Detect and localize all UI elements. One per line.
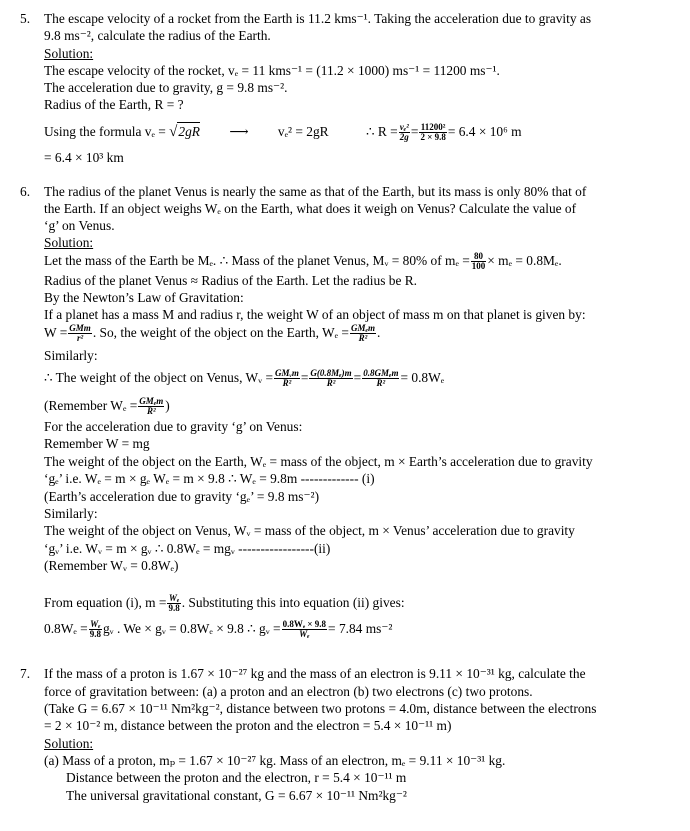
fraction-denominator: R² (358, 333, 368, 344)
q6-line-19-middle: gᵥ . We × gᵥ = 0.8Wₑ × 9.8 ∴ gᵥ = (102, 621, 281, 636)
q6-remember-text: (Remember Wₑ = (44, 398, 138, 413)
q6-line-18-end: . Substituting this into equation (ii) gives: (181, 595, 405, 610)
q5-formula-sqrt: 2gR (178, 124, 200, 139)
weight-label: W = (44, 325, 68, 340)
fraction-denominator: R² (376, 378, 386, 389)
q6-line-1-end: × mₑ = 0.8Mₑ. (487, 253, 562, 268)
q6-fraction-remember (138, 397, 164, 416)
q6-solution-label: Solution: (44, 235, 94, 250)
q6-line-9: For the acceleration due to gravity ‘g’ on Venus: (44, 419, 303, 434)
q5-question-line-2: 9.8 ms⁻², calculate the radius of the Earth. (44, 28, 271, 43)
q6-fraction-venus-2 (309, 369, 352, 388)
q7-number: 7. (20, 666, 31, 681)
q5-ve-squared: vₑ² = 2gR (277, 124, 329, 139)
q6-line-7-result: = 0.8Wₑ (400, 370, 445, 385)
q6-line-11: The weight of the object on the Earth, Wₑ = mass of the object, m × Earth’s acceleration due to gravity (44, 454, 593, 469)
fraction-denominator: r² (76, 333, 84, 344)
q5-arrow: ⟶ (229, 124, 249, 139)
q5-line-3: Radius of the Earth, R = ? (44, 97, 184, 112)
fraction-denominator: R² (146, 406, 156, 417)
q6-line-18-text: From equation (i), m = (44, 595, 167, 610)
fraction-denominator: R² (326, 378, 336, 389)
q5-result-km: = 6.4 × 10³ km (44, 150, 124, 165)
fraction-numerator: GMₑm (351, 323, 375, 334)
q7-question-line-2: force of gravitation between: (a) a proton and an electron (b) two electrons (c) two protons. (44, 684, 533, 699)
q6-line-12: ‘gₑ’ i.e. Wₑ = m × gₑ Wₑ = m × 9.8 ∴ Wₑ = 9.8m ------------- (i) (44, 471, 375, 486)
fraction-numerator: GMm (69, 323, 91, 334)
q6-number: 6. (20, 184, 31, 199)
q6-line-18 (44, 594, 405, 613)
q7-line-1: (a) Mass of a proton, mₚ = 1.67 × 10⁻²⁷ kg. Mass of an electron, mₑ = 9.11 × 10⁻³¹ kg. (44, 753, 506, 768)
q6-line-13: (Earth’s acceleration due to gravity ‘gₑ’ = 9.8 ms⁻²) (44, 489, 320, 504)
fraction-numerator: 0.8GMₑm (363, 368, 399, 379)
q5-fraction-2-den: 2 × 9.8 (420, 132, 446, 143)
q7-question-line-4: = 2 × 10⁻² m, distance between the proton and the electron = 5.4 × 10⁻¹¹ m) (44, 718, 452, 733)
fraction-denominator: Wₑ (299, 629, 310, 640)
q6-fraction-venus-3 (362, 369, 399, 388)
q6-question-line-1: The radius of the planet Venus is nearly the same as that of the Earth, but its mass is only 80% that of (44, 184, 587, 199)
q5-formula-prefix: Using the formula vₑ = (44, 124, 166, 139)
q6-line-10: Remember W = mg (44, 436, 150, 451)
q6-line-3: By the Newton’s Law of Gravitation: (44, 290, 244, 305)
q6-line-16: ‘gᵥ’ i.e. Wᵥ = m × gᵥ ∴ 0.8Wₑ = mgᵥ -----------------(ii) (44, 541, 331, 556)
q6-line-19-result: = 7.84 ms⁻² (328, 621, 393, 636)
q5-number: 5. (20, 11, 31, 26)
q6-line-17: (Remember Wᵥ = 0.8Wₑ) (44, 558, 179, 573)
q6-question-line-3: ‘g’ on Venus. (44, 218, 115, 233)
q6-line-4: If a planet has a mass M and radius r, the weight W of an object of mass m on that planet is given by: (44, 307, 586, 322)
q5-line-1: The escape velocity of the rocket, vₑ = 11 kms⁻¹ = (11.2 × 1000) ms⁻¹ = 11200 ms⁻¹. (44, 63, 500, 78)
q5-formula-line: Using the formula vₑ = √2gR ⟶ vₑ² = 2gR ∴ R = $\frac{\text{vₑ²}}{2g}$ = $\frac{\text{11200²}}{2 \times 9.8}$ = 6.4 × 10⁶ m (44, 122, 522, 143)
q6-line-6: Similarly: (44, 348, 98, 363)
q5-result: = 6.4 × 10⁶ m (447, 124, 522, 139)
fraction-denominator: 100 (471, 261, 486, 272)
q6-fraction-80-100 (471, 252, 487, 271)
q6-fraction-venus-1 (274, 369, 300, 388)
q7-line-3: The universal gravitational constant, G = 6.67 × 10⁻¹¹ Nm²kg⁻² (66, 788, 407, 803)
q6-line-14: Similarly: (44, 506, 98, 521)
fraction-denominator: R² (282, 378, 292, 389)
q6-line-2: Radius of the planet Venus ≈ Radius of the Earth. Let the radius be R. (44, 273, 418, 288)
q5-question-line-1: The escape velocity of a rocket from the Earth is 11.2 kms⁻¹. Taking the acceleration due to gravity as (44, 11, 592, 26)
q7-solution-label: Solution: (44, 736, 94, 751)
fraction-denominator: 9.8 (89, 629, 101, 640)
fraction-numerator: 0.8Wₑ × 9.8 (282, 619, 327, 630)
q6-line-19-text: 0.8Wₑ = (44, 621, 88, 636)
q6-line-1-text: Let the mass of the Earth be Mₑ. ∴ Mass of the planet Venus, Mᵥ = 80% of mₑ = (44, 253, 470, 268)
q6-line-19 (44, 620, 392, 639)
sqrt-symbol: √ (169, 124, 178, 140)
q6-line-7-text: ∴ The weight of the object on Venus, Wᵥ = (44, 370, 274, 385)
q6-line-5-text: . So, the weight of the object on the Earth, Wₑ = (92, 325, 349, 340)
q6-question-line-2: the Earth. If an object weighs Wₑ on the Earth, what does it weigh on Venus? Calculate the value of (44, 201, 577, 216)
q6-line-15: The weight of the object on Venus, Wᵥ = mass of the object, m × Venus’ acceleration due to gravity (44, 523, 575, 538)
q6-fraction-weight-earth (350, 324, 376, 343)
fraction-numerator: G(0.8Mₑ)m (310, 368, 352, 379)
fraction-numerator: GMₑm (139, 396, 164, 407)
q5-fraction-1 (399, 123, 410, 142)
q6-fraction-gmm-r2 (68, 324, 92, 343)
q6-line-5: W = GMm r² . So, the weight of the object on the Earth, Wₑ = GMₑm R² . (44, 323, 381, 344)
q5-fraction-2 (419, 123, 446, 142)
fraction-denominator: 9.8 (168, 603, 180, 614)
fraction-numerator: Wₑ (168, 593, 180, 604)
q5-line-2: The acceleration due to gravity, g = 9.8 ms⁻². (44, 80, 288, 95)
fraction-numerator: GMᵥm (275, 368, 299, 379)
q6-line-1 (44, 252, 562, 271)
fraction-numerator: 80 (471, 252, 487, 262)
q5-fraction-1-den: 2g (399, 132, 409, 143)
q5-solution-label: Solution: (44, 46, 94, 61)
q6-line-8: (Remember Wₑ = GMₑm R² ) (44, 396, 170, 417)
q5-fraction-2-num: 11200² (420, 122, 446, 133)
q6-line-7: ∴ The weight of the object on Venus, Wᵥ = GMᵥm R² = $\frac{\text{G(0.8Mₑ)m}}{\text{R²}}$ = 0.8GMₑm R² = 0.8Wₑ (44, 368, 445, 389)
q5-fraction-1-num: vₑ² (399, 122, 409, 133)
q6-fraction-we-98 (89, 620, 102, 639)
q7-line-2: Distance between the proton and the electron, r = 5.4 × 10⁻¹¹ m (66, 770, 407, 785)
q7-question-line-1: If the mass of a proton is 1.67 × 10⁻²⁷ kg and the mass of an electron is 9.11 × 10⁻³¹ kg, calculate the (44, 666, 586, 681)
q5-therefore-r: ∴ R = (365, 124, 398, 139)
q7-question-line-3: (Take G = 6.67 × 10⁻¹¹ Nm²kg⁻², distance between two protons = 4.0m, distance between the electrons (44, 701, 597, 716)
q6-fraction-gv (282, 620, 327, 639)
fraction-numerator: Wₑ (90, 619, 101, 630)
q6-fraction-m (167, 594, 180, 613)
